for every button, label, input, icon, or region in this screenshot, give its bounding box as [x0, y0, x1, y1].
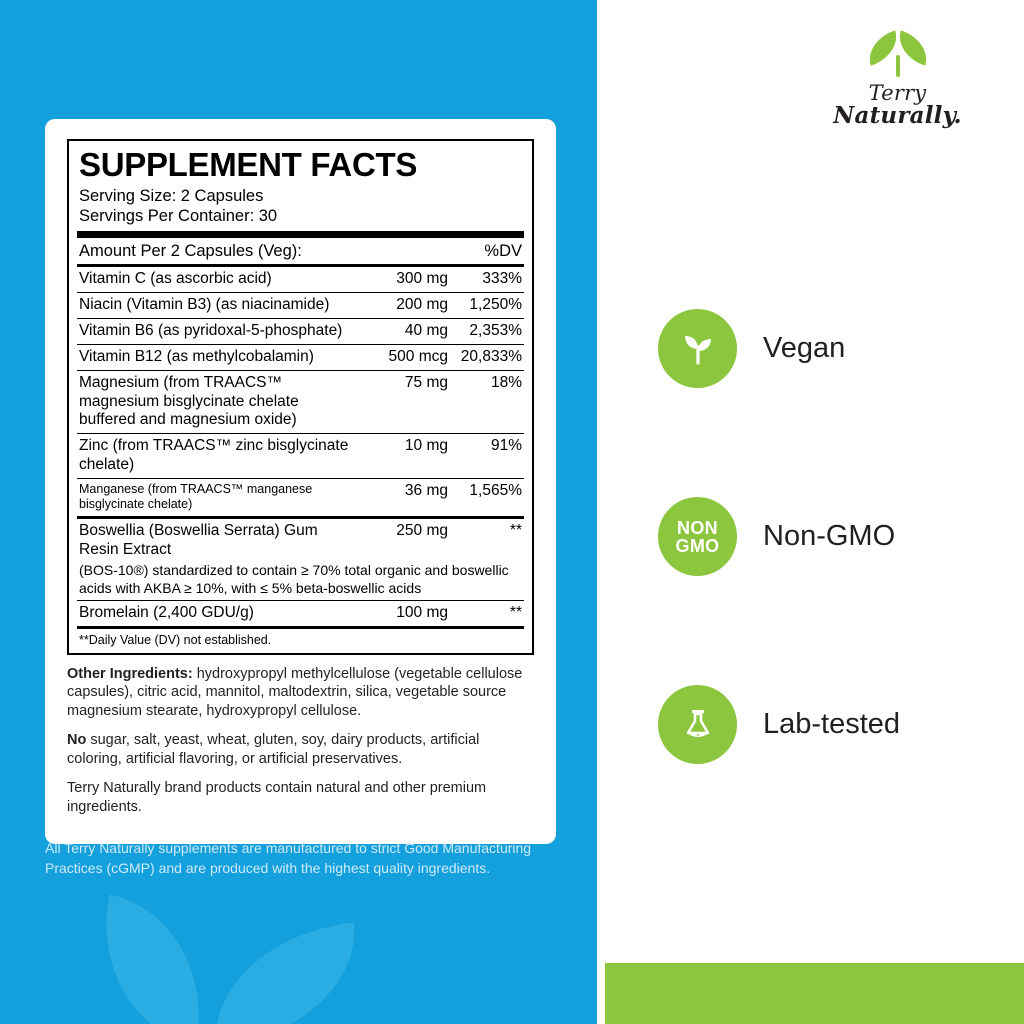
free-from-paragraph [67, 731, 534, 769]
botanical-detail-row [77, 562, 524, 599]
botanical-dv: ** [509, 521, 522, 539]
nutrient-name: Vitamin B12 (as methylcobalamin) [79, 347, 314, 365]
table-row [77, 267, 524, 292]
badge-lab-tested-label: Lab-tested [763, 708, 901, 740]
nutrient-amount: 300 mg [396, 270, 448, 288]
nutrient-name: Niacin (Vitamin B3) (as niacinamide) [79, 295, 330, 313]
badge-non-gmo [658, 497, 895, 576]
table-row [77, 519, 524, 563]
badge-non-gmo-label: Non-GMO [763, 520, 896, 552]
header-dv-label: %DV [484, 241, 522, 260]
page-title: SUPPLEMENT FACTS [79, 146, 418, 183]
nutrient-amount: 10 mg [404, 437, 448, 455]
badge-vegan [658, 309, 845, 388]
brand-logo [822, 0, 973, 156]
table-row [77, 371, 524, 434]
botanical-amount: 250 mg [396, 521, 448, 539]
header-amount-label: Amount Per 2 Capsules (Veg): [79, 241, 302, 260]
nutrient-dv: 91% [490, 437, 522, 455]
leaf-decoration-icon [205, 922, 366, 1024]
table-row [77, 293, 524, 318]
nutrient-name: Vitamin C (as ascorbic acid) [79, 270, 272, 288]
nutrient-name: Magnesium (from TRAACS™ magnesium bisglycinate chelate buffered and magnesium oxide) [79, 373, 299, 429]
table-row [77, 345, 524, 370]
table-row [77, 601, 524, 626]
nutrient-dv: 20,833% [460, 347, 522, 365]
badge-vegan-label: Vegan [763, 332, 846, 364]
botanical-detail: (BOS-10®) standardized to contain ≥ 70% total organic and boswellic acids with AKBA ≥ 10%, with ≤ 5% beta-boswellic acids [79, 562, 509, 596]
table-header-row [77, 238, 524, 264]
brand-name-line1: Terry [868, 81, 927, 105]
other-ingredients-text: hydroxypropyl methylcellulose (vegetable cellulose capsules), citric acid, mannitol, maltodextrin, silica, vegetable source magnesium stearate, hydroxypropyl cellulose. [67, 665, 523, 720]
nutrient-name: Manganese (from TRAACS™ manganese bisglycinate chelate) [79, 482, 313, 512]
servings-per-container: Servings Per Container: 30 [79, 207, 278, 226]
nutrient-amount: 36 mg [404, 482, 448, 500]
table-row [77, 319, 524, 344]
nutrient-amount: 40 mg [404, 321, 448, 339]
nutrient-name: Zinc (from TRAACS™ zinc bisglycinate chelate) [79, 437, 349, 474]
nutrient-dv: 2,353% [469, 321, 522, 339]
table-row [77, 434, 524, 478]
other-ingredients-label: Other Ingredients: [67, 665, 193, 682]
table-row [77, 479, 524, 516]
cgmp-note: All Terry Naturally supplements are manufactured to strict Good Manufacturing Practices (cGMP) and are produced with the highest quality ingredients. [45, 840, 532, 877]
nutrient-dv: 333% [482, 270, 522, 288]
other-ingredients-section [67, 665, 534, 817]
botanical-dv: ** [509, 603, 522, 621]
leaf-icon [862, 29, 934, 81]
nutrient-amount: 75 mg [404, 373, 448, 391]
nutrient-amount: 500 mcg [388, 347, 448, 365]
nutrient-name: Vitamin B6 (as pyridoxal-5-phosphate) [79, 321, 343, 339]
other-ingredients-paragraph [67, 665, 534, 722]
nutrient-dv: 1,250% [469, 295, 522, 313]
badge-lab-tested [658, 685, 900, 764]
botanical-name: Boswellia (Boswellia Serrata) Gum Resin Extract [79, 521, 318, 558]
non-gmo-line2: GMO [675, 535, 720, 556]
non-gmo-line1: NON [677, 517, 718, 538]
supplement-facts-card [45, 119, 556, 844]
supplement-facts-box [67, 139, 534, 655]
nutrient-amount: 200 mg [396, 295, 448, 313]
nutrient-dv: 1,565% [469, 482, 522, 500]
brand-name-line2: Naturally. [833, 102, 962, 129]
botanical-amount: 100 mg [396, 603, 448, 621]
serving-size: Serving Size: 2 Capsules [79, 186, 264, 205]
lab-flask-icon [658, 685, 737, 764]
leaf-decoration-icon [83, 894, 223, 1024]
free-from-text: sugar, salt, yeast, wheat, gluten, soy, dairy products, artificial coloring, artificial flavoring, or artificial preservatives. [67, 732, 480, 767]
leaf-sprout-icon [658, 309, 737, 388]
nutrient-dv: 18% [490, 373, 522, 391]
free-from-label: No [67, 732, 87, 749]
botanical-name: Bromelain (2,400 GDU/g) [79, 603, 254, 621]
premium-ingredients-text: Terry Naturally brand products contain natural and other premium ingredients. [67, 779, 487, 815]
non-gmo-icon [658, 497, 737, 576]
green-footer-bar [605, 963, 1024, 1024]
daily-value-footnote: **Daily Value (DV) not established. [79, 632, 272, 647]
